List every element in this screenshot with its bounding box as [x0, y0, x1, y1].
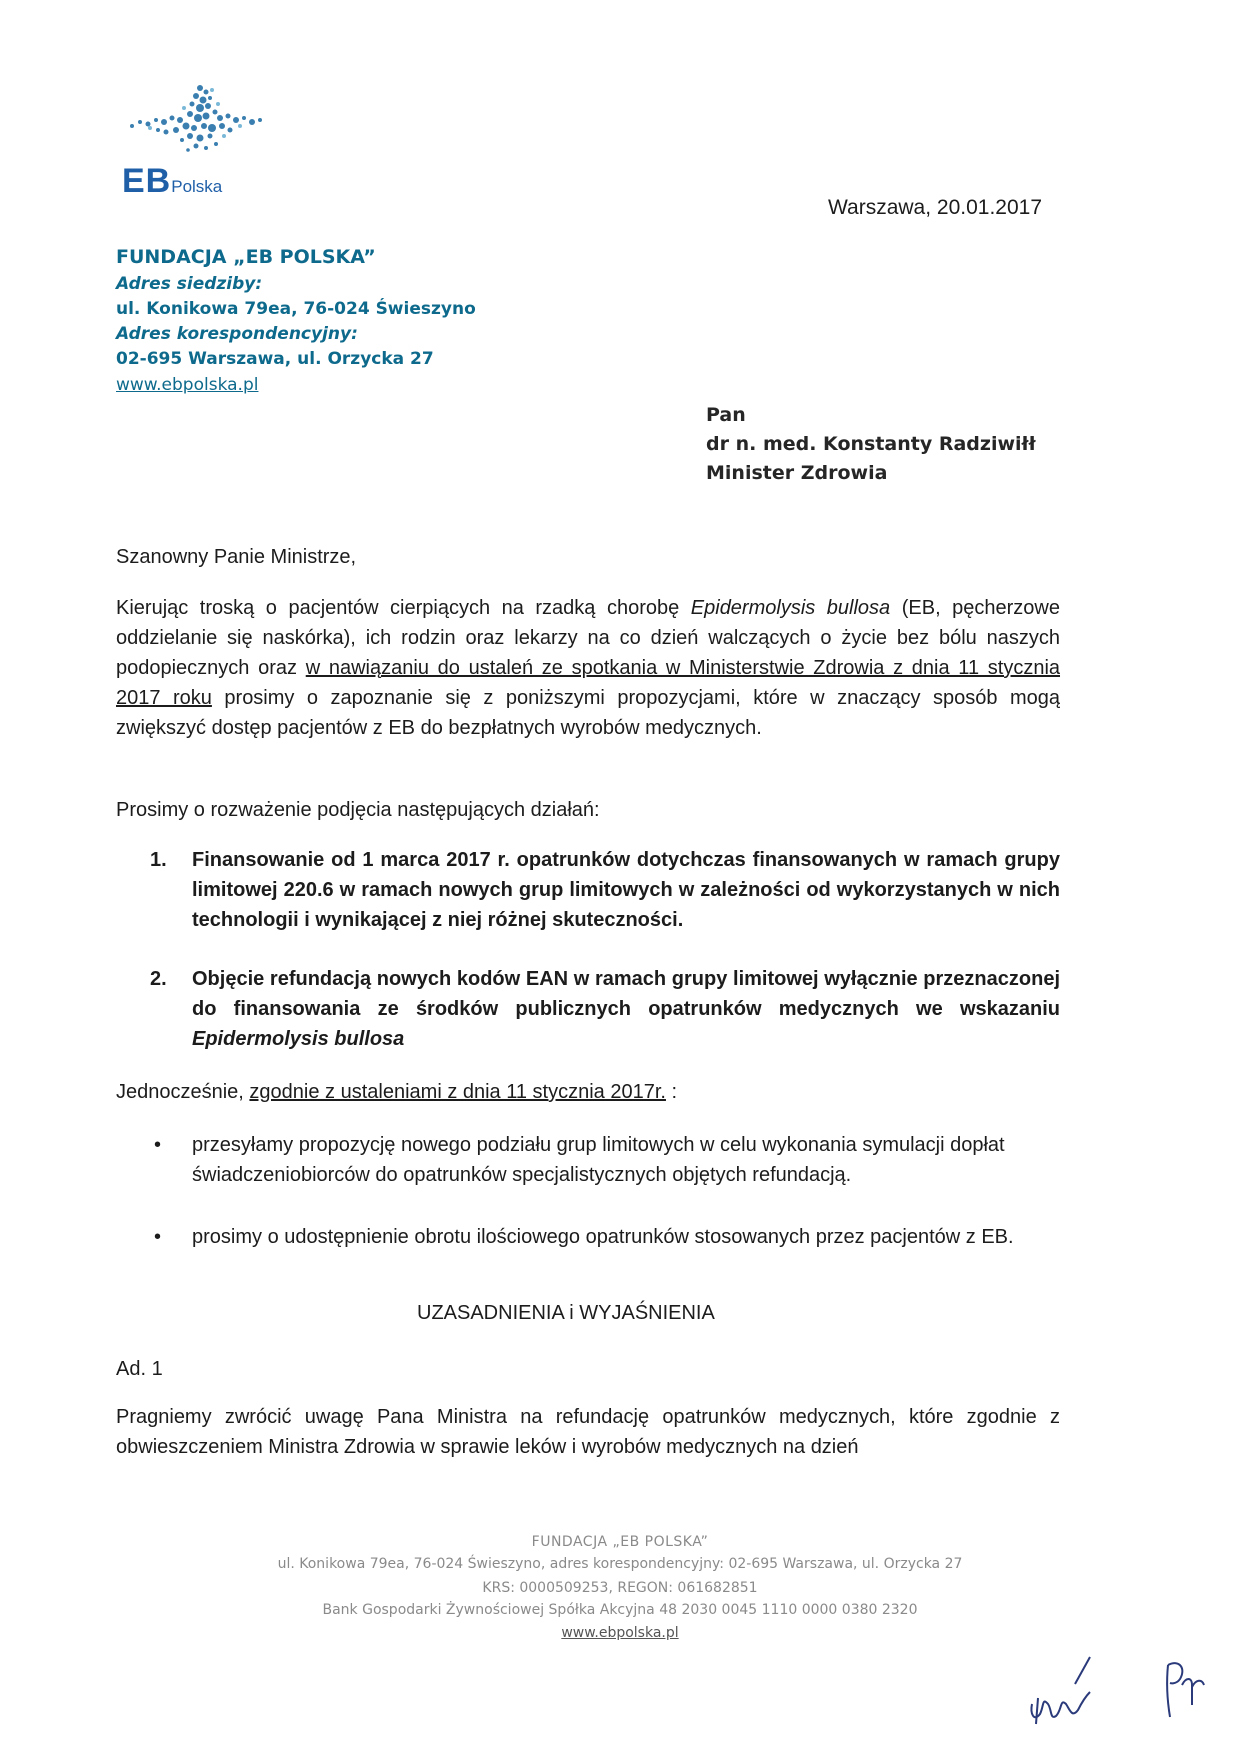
- correspondence-address-label: Adres korespondencyjny:: [116, 324, 358, 344]
- simultaneously-line: Jednocześnie, zgodnie z ustaleniami z dnia 11 stycznia 2017r. :: [116, 1081, 678, 1103]
- seat-address: ul. Konikowa 79ea, 76-024 Świeszyno: [116, 299, 476, 319]
- logo-wordmark: EBPolska: [122, 162, 223, 200]
- section-heading: UZASADNIENIA i WYJAŚNIENIA: [417, 1302, 715, 1324]
- seat-address-label: Adres siedziby:: [116, 274, 263, 294]
- list-item: • przesyłamy propozycję nowego podziału grup limitowych w celu wykonania symulacji dopłat świadczeniobiorców do opatrunków specjalistycznych objętych refundacją.: [150, 1130, 1060, 1190]
- justification-paragraph: Pragniemy zwrócić uwagę Pana Ministra na refundację opatrunków medycznych, które zgodnie z obwieszczeniem Ministra Zdrowia w sprawie leków i wyrobów medycznych na dzień: [116, 1406, 1060, 1458]
- list-item: 2. Objęcie refundacją nowych kodów EAN w ramach grupy limitowej wyłącznie przeznaczonej do finansowania ze środków publicznych opatrunków medycznych we wskazaniu Epidermolysis bullosa: [150, 968, 1060, 1050]
- footer-address: ul. Konikowa 79ea, 76-024 Świeszyno, adres korespondencyjny: 02-695 Warszawa, ul. Orzycka 27: [277, 1556, 963, 1572]
- bullet-icon: •: [154, 1226, 162, 1248]
- footer-website-link[interactable]: www.ebpolska.pl: [561, 1625, 679, 1641]
- ad-1-label: Ad. 1: [116, 1358, 163, 1380]
- request-intro: Prosimy o rozważenie podjęcia następujących działań:: [116, 799, 600, 821]
- correspondence-address: 02-695 Warszawa, ul. Orzycka 27: [116, 349, 434, 369]
- footer-registry: KRS: 0000509253, REGON: 061682851: [482, 1580, 758, 1596]
- handwritten-initials-icon: [1020, 1652, 1110, 1732]
- handwritten-signature-icon: [1160, 1655, 1230, 1725]
- sender-org: FUNDACJA „EB POLSKA”: [116, 246, 376, 268]
- letter-date: Warszawa, 20.01.2017: [828, 196, 1043, 219]
- footer-bank: Bank Gospodarki Żywnościowej Spółka Akcyjna 48 2030 0045 1110 0000 0380 2320: [322, 1602, 918, 1618]
- recipient-name: dr n. med. Konstanty Radziwiłł: [706, 433, 1036, 455]
- bullet-icon: •: [154, 1134, 162, 1156]
- footer-org: FUNDACJA „EB POLSKA”: [531, 1534, 709, 1550]
- recipient-line-1: Pan: [706, 404, 746, 426]
- intro-paragraph: Kierując troską o pacjentów cierpiących na rzadką chorobę Epidermolysis bullosa (EB, pęcherzowe oddzielanie się naskórka), ich rodzin oraz lekarzy na co dzień walczących o życie bez bólu naszych podopiecznych oraz w nawiązaniu do ustaleń ze spotkania w Ministerstwie Zdrowia z dnia 11 stycznia 2017 roku prosimy o zapoznanie się z poniższymi propozycjami, które w znaczący sposób mogą zwiększyć dostęp pacjentów z EB do bezpłatnych wyrobów medycznych.: [116, 597, 1061, 739]
- salutation: Szanowny Panie Ministrze,: [116, 546, 357, 568]
- list-item: • prosimy o udostępnienie obrotu ilościowego opatrunków stosowanych przez pacjentów z EB.: [150, 1222, 1060, 1252]
- list-item: 1. Finansowanie od 1 marca 2017 r. opatrunków dotychczas finansowanych w ramach grupy limitowej 220.6 w ramach nowych grup limitowych w zależności od wykorzystanych w nich technologii i wynikającej z niej różnej skuteczności.: [150, 849, 1060, 931]
- sender-website-link[interactable]: www.ebpolska.pl: [116, 375, 259, 395]
- recipient-title: Minister Zdrowia: [706, 462, 888, 484]
